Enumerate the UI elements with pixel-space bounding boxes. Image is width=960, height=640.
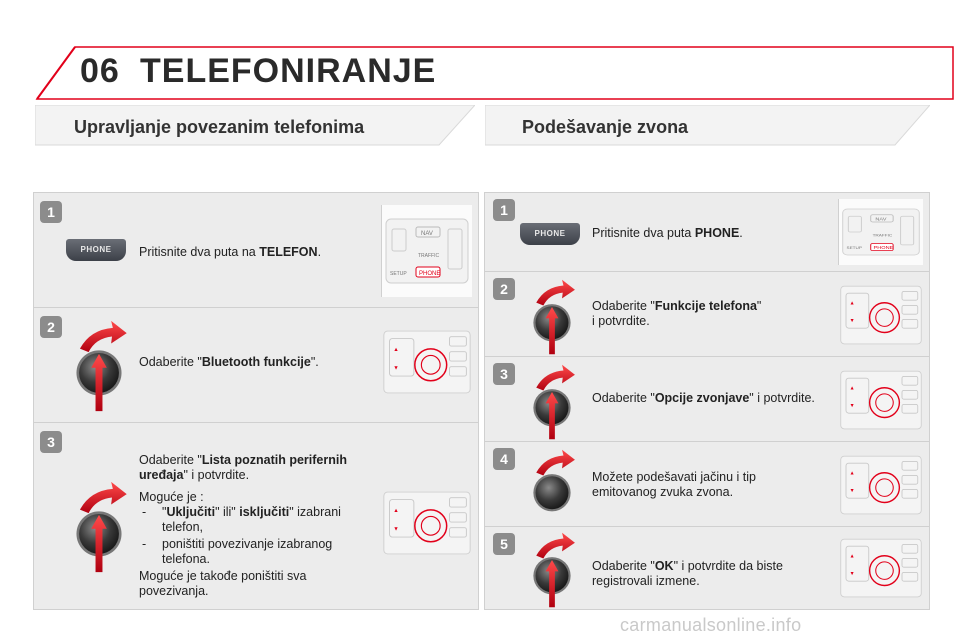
rotary-knob-press-icon <box>523 359 581 445</box>
bullet-text: poništiti povezivanje izabranog telefona. <box>162 537 333 566</box>
right-step-2 <box>485 272 929 357</box>
thumb-nav-label: NAV <box>875 217 887 223</box>
thumb-phone-label: PHONE <box>873 245 894 251</box>
step-text: Odaberite "Lista poznatih perifernih uređaja" i potvrdite. <box>139 453 347 482</box>
footer-watermark[interactable]: carmanualsonline.info <box>620 615 802 635</box>
bullet-marker: - <box>142 537 147 551</box>
step-number-badge: 3 <box>40 431 62 453</box>
step-number-badge: 4 <box>493 448 515 470</box>
step-number-badge: 3 <box>493 363 515 385</box>
rotary-knob-press-icon <box>64 475 134 579</box>
control-panel-thumbnail <box>381 205 472 297</box>
left-step-3 <box>34 423 478 609</box>
step-number-badge: 2 <box>40 316 62 338</box>
right-section-heading: Podešavanje zvona <box>522 117 689 137</box>
thumb-nav-label: NAV <box>421 231 433 237</box>
control-panel-thumbnail <box>382 487 472 559</box>
step-number-badge: 5 <box>493 533 515 555</box>
page-title: TELEFONIRANJE <box>140 52 437 90</box>
step-text: Možete podešavati jačinu i tip emitovanog zvuka zvona. <box>592 470 756 499</box>
right-steps-panel <box>484 192 930 610</box>
thumb-phone-label: PHONE <box>419 271 441 277</box>
step-text: Pritisnite dva puta PHONE. <box>592 226 743 240</box>
rotary-knob-rotate-icon <box>523 444 581 530</box>
note-text: Moguće je takođe poništiti sva povezivanja. <box>139 569 307 598</box>
step-number-badge: 2 <box>493 278 515 300</box>
rotary-knob-press-icon <box>523 527 581 613</box>
left-steps-panel <box>33 192 479 610</box>
thumb-traffic-label: TRAFFIC <box>872 232 893 238</box>
thumb-traffic-label: TRAFFIC <box>418 253 440 259</box>
right-step-3 <box>485 357 929 442</box>
left-section-heading: Upravljanje povezanim telefonima <box>74 117 365 137</box>
step-number-badge: 1 <box>493 199 515 221</box>
rotary-knob-press-icon <box>64 314 134 418</box>
control-panel-thumbnail <box>839 535 923 601</box>
step-text: Odaberite "OK" i potvrdite da biste registrovali izmene. <box>592 559 783 588</box>
phone-button-image: PHONE <box>66 239 126 261</box>
right-step-5 <box>485 527 929 609</box>
control-panel-thumbnail <box>838 199 923 265</box>
control-panel-thumbnail <box>382 326 472 398</box>
right-step-1 <box>485 193 929 272</box>
step-number-badge: 1 <box>40 201 62 223</box>
control-panel-thumbnail <box>839 282 923 348</box>
thumb-setup-label: SETUP <box>390 271 407 277</box>
step-text: Odaberite "Opcije zvonjave" i potvrdite. <box>592 391 815 405</box>
step-text: Pritisnite dva puta na TELEFON. <box>139 245 322 259</box>
bullet-text: "Uključiti" ili" isključiti" izabrani telefon, <box>162 505 341 534</box>
possible-text: Moguće je : <box>139 490 204 504</box>
step-text: Odaberite "Bluetooth funkcije". <box>139 355 319 369</box>
chapter-number: 06 <box>80 52 120 90</box>
thumb-setup-label: SETUP <box>846 245 863 251</box>
left-step-1 <box>34 193 478 308</box>
right-step-4 <box>485 442 929 527</box>
left-step-2 <box>34 308 478 423</box>
bullet-marker: - <box>142 505 147 519</box>
phone-button-image: PHONE <box>520 223 580 245</box>
control-panel-thumbnail <box>839 452 923 518</box>
step-text: Odaberite "Funkcije telefona" i potvrdite. <box>592 299 762 328</box>
rotary-knob-press-icon <box>523 274 581 360</box>
control-panel-thumbnail <box>839 367 923 433</box>
